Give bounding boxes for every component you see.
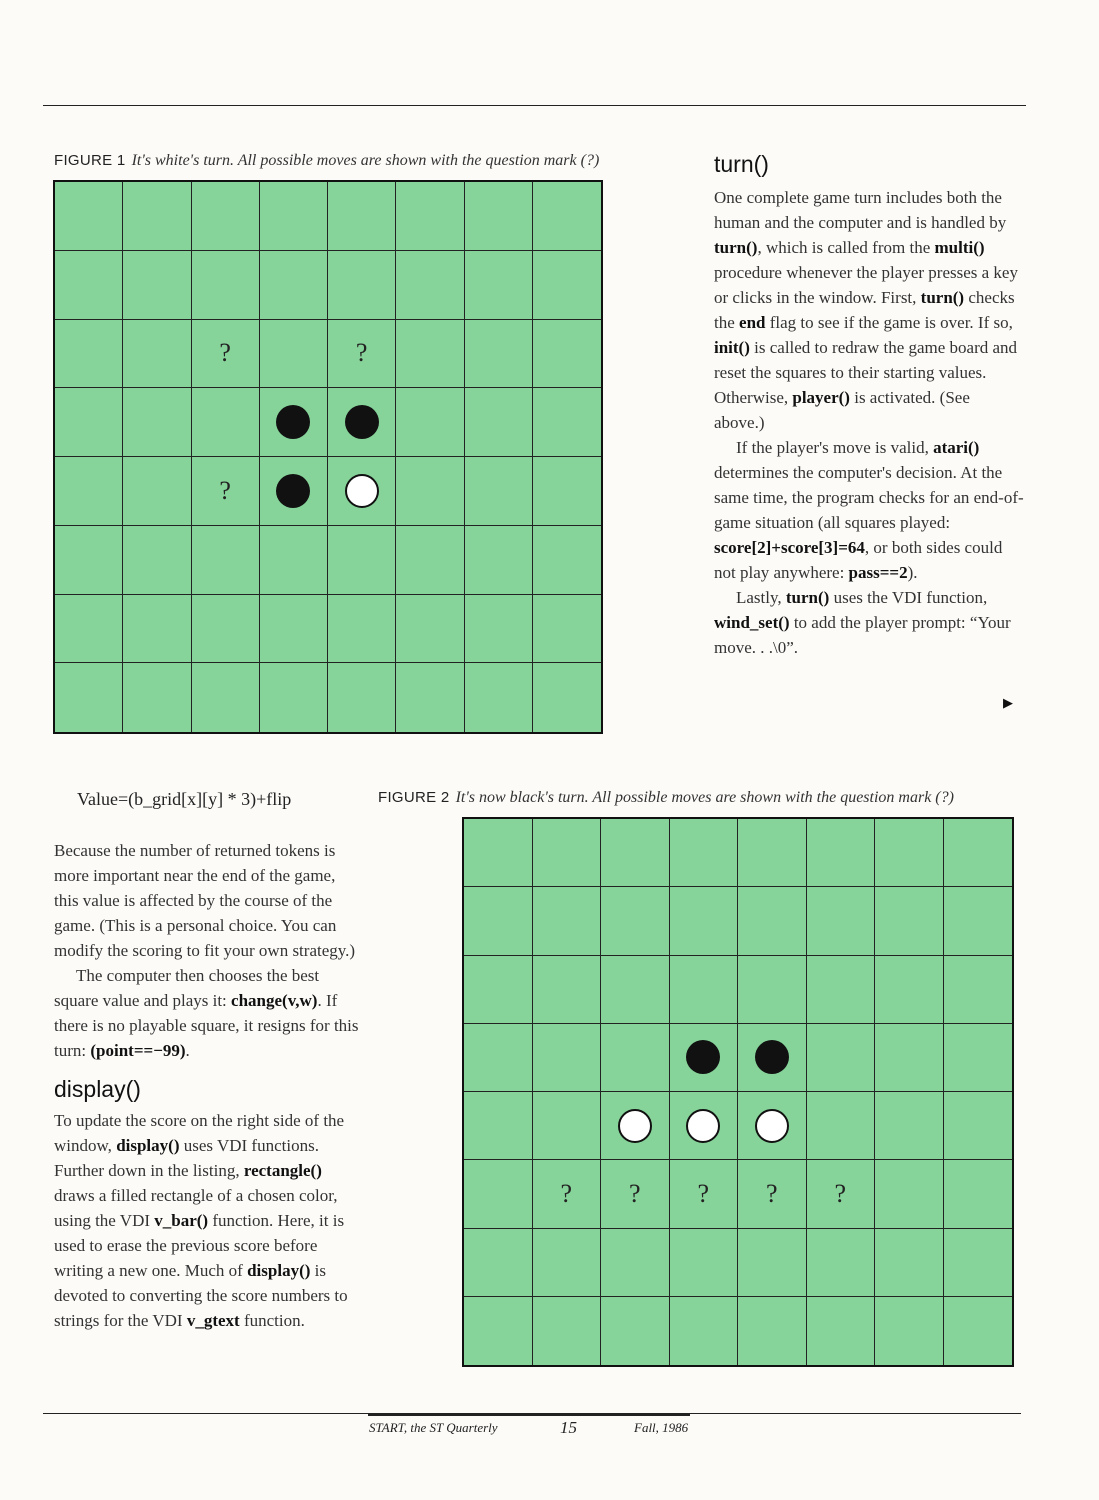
board-square [670, 1160, 739, 1228]
board-square [601, 1024, 670, 1092]
board-square [944, 1229, 1013, 1297]
code-term: player() [792, 388, 850, 407]
board-square [738, 1092, 807, 1160]
board-square [260, 663, 328, 732]
board-square [192, 663, 260, 732]
board-square [396, 663, 464, 732]
white-piece-icon [686, 1109, 720, 1143]
code-term: wind_set() [714, 613, 790, 632]
board-square [944, 1160, 1013, 1228]
black-piece-icon [686, 1040, 720, 1074]
turn-paragraph-2: If the player's move is valid, atari() determines the computer's decision. At the same time, the program checks for an end-of-game situation (all squares played: score[2]+score[3]=64, or both sides could not play anywhere: pass==2). [714, 438, 1024, 582]
board-square [533, 1229, 602, 1297]
board-square [465, 251, 533, 320]
board-square [123, 182, 191, 251]
footer-issue: Fall, 1986 [634, 1420, 689, 1435]
display-heading: display() [54, 1076, 141, 1102]
figure1-board [53, 180, 603, 734]
board-square [464, 1297, 533, 1365]
footer-rule-thick [368, 1413, 690, 1416]
possible-move-marker: ? [355, 338, 368, 368]
board-square [192, 388, 260, 457]
board-square [533, 182, 601, 251]
code-term: v_bar() [154, 1211, 209, 1230]
board-square [123, 251, 191, 320]
board-square [55, 663, 123, 732]
white-piece-icon [755, 1109, 789, 1143]
black-piece-icon [276, 474, 310, 508]
board-square [464, 1229, 533, 1297]
board-square [328, 595, 396, 664]
board-square [328, 388, 396, 457]
board-square [396, 320, 464, 389]
board-square [123, 526, 191, 595]
board-square [738, 1024, 807, 1092]
possible-move-marker: ? [219, 338, 231, 368]
white-piece-icon [618, 1109, 652, 1143]
board-square [670, 819, 739, 887]
possible-move-marker: ? [628, 1178, 641, 1208]
code-term: pass==2 [848, 563, 908, 582]
board-square [533, 887, 602, 955]
board-square [396, 251, 464, 320]
board-square [533, 320, 601, 389]
board-square [875, 1297, 944, 1365]
board-square [944, 887, 1013, 955]
board-square [738, 956, 807, 1024]
board-square [738, 1160, 807, 1228]
board-square [465, 595, 533, 664]
board-square [123, 663, 191, 732]
board-square [533, 526, 601, 595]
board-square [465, 663, 533, 732]
black-piece-icon [276, 405, 310, 439]
board-square [533, 1092, 602, 1160]
board-square [465, 182, 533, 251]
value-formula: Value=(b_grid[x][y] * 3)+flip [77, 789, 292, 809]
code-term: v_gtext [186, 1311, 240, 1330]
board-square [738, 1229, 807, 1297]
board-square [192, 526, 260, 595]
board-square [533, 457, 601, 526]
board-square [396, 526, 464, 595]
turn-paragraph-1: One complete game turn includes both the human and the computer and is handled by turn(), which is called from the multi() procedure whenever the player presses a key or clicks in the window. First, turn() checks the end flag to see if the game is over. If so, init() is called to redraw the game board and reset the squares to their starting values. Otherwise, player() is activated. (See above.) [714, 188, 1018, 432]
board-square [944, 819, 1013, 887]
board-square [875, 956, 944, 1024]
board-square [807, 1160, 876, 1228]
board-square [260, 457, 328, 526]
board-square [601, 819, 670, 887]
possible-move-marker: ? [697, 1178, 710, 1208]
board-square [944, 1297, 1013, 1365]
code-term: change(v,w) [231, 991, 318, 1010]
board-square [328, 251, 396, 320]
board-square [670, 956, 739, 1024]
board-square [55, 182, 123, 251]
board-square [533, 1024, 602, 1092]
board-square [464, 1160, 533, 1228]
board-square [465, 320, 533, 389]
board-square [944, 956, 1013, 1024]
board-square [738, 819, 807, 887]
white-piece-icon [345, 474, 379, 508]
code-term: turn() [920, 288, 965, 307]
code-term: turn() [714, 238, 758, 257]
top-rule [43, 105, 1026, 106]
board-square [465, 457, 533, 526]
board-square [533, 956, 602, 1024]
board-square [260, 595, 328, 664]
possible-move-marker: ? [834, 1178, 847, 1208]
board-square [807, 1297, 876, 1365]
board-square [533, 595, 601, 664]
board-square [260, 320, 328, 389]
board-square [396, 182, 464, 251]
possible-move-marker: ? [219, 475, 231, 505]
code-term: (point==−99) [90, 1041, 186, 1060]
black-piece-icon [345, 405, 379, 439]
board-square [123, 388, 191, 457]
board-square [944, 1092, 1013, 1160]
board-square [875, 1092, 944, 1160]
code-term: init() [714, 338, 750, 357]
board-square [465, 388, 533, 457]
board-square [465, 526, 533, 595]
figure2-board [462, 817, 1014, 1367]
board-square [464, 956, 533, 1024]
board-square [875, 1160, 944, 1228]
board-square [601, 1092, 670, 1160]
code-term: turn() [785, 588, 830, 607]
board-square [260, 182, 328, 251]
figure1-caption [54, 152, 599, 170]
board-square [55, 388, 123, 457]
board-square [875, 819, 944, 887]
footer-magazine: START, the ST Quarterly [369, 1420, 498, 1435]
board-square [328, 457, 396, 526]
continue-arrow-icon: ▶ [1003, 695, 1013, 710]
board-square [670, 1297, 739, 1365]
figure1-caption-text: It's white's turn. All possible moves are shown with the question mark (?) [131, 152, 600, 169]
black-piece-icon [755, 1040, 789, 1074]
board-square [396, 457, 464, 526]
board-square [875, 1229, 944, 1297]
turn-paragraph-3: Lastly, turn() uses the VDI function, wind_set() to add the player prompt: “Your move. . .\0”. [714, 588, 1011, 657]
board-square [55, 526, 123, 595]
board-square [396, 388, 464, 457]
footer-page-number: 15 [560, 1418, 577, 1437]
possible-move-marker: ? [560, 1178, 573, 1208]
board-square [464, 1024, 533, 1092]
left-paragraph-1: Because the number of returned tokens is more important near the end of the game, this value is affected by the course of the game. (This is a personal choice. You can modify the scoring to fit your own strategy.) [54, 841, 356, 960]
board-square [464, 1092, 533, 1160]
board-square [328, 320, 396, 389]
board-square [533, 663, 601, 732]
code-term: atari() [933, 438, 980, 457]
board-square [670, 1024, 739, 1092]
board-square [601, 1297, 670, 1365]
board-square [123, 457, 191, 526]
board-square [670, 1092, 739, 1160]
board-square [670, 1229, 739, 1297]
board-square [192, 595, 260, 664]
figure2-caption-text: It's now black's turn. All possible moves are shown with the question mark (?) [455, 789, 954, 806]
board-square [807, 1092, 876, 1160]
possible-move-marker: ? [765, 1178, 778, 1208]
board-square [670, 887, 739, 955]
left-paragraph-2: The computer then chooses the best square value and plays it: change(v,w). If there is no playable square, it resigns for this turn: (point==−99). [54, 966, 359, 1060]
board-square [260, 388, 328, 457]
figure1-label: FIGURE 1 [54, 152, 126, 169]
board-square [807, 819, 876, 887]
figure2-caption [378, 789, 954, 807]
board-square [807, 1229, 876, 1297]
board-square [533, 388, 601, 457]
board-square [123, 320, 191, 389]
board-square [260, 251, 328, 320]
board-square [601, 1160, 670, 1228]
board-square [396, 595, 464, 664]
board-square [533, 819, 602, 887]
board-square [807, 887, 876, 955]
board-square [533, 251, 601, 320]
board-square [55, 320, 123, 389]
figure2-label: FIGURE 2 [378, 789, 450, 806]
board-square [55, 251, 123, 320]
turn-section [714, 152, 1024, 660]
code-term: rectangle() [243, 1161, 322, 1180]
code-term: display() [247, 1261, 311, 1280]
board-square [875, 887, 944, 955]
board-square [807, 1024, 876, 1092]
board-square [738, 1297, 807, 1365]
board-square [123, 595, 191, 664]
board-square [192, 320, 260, 389]
board-square [55, 595, 123, 664]
board-square [328, 182, 396, 251]
board-square [328, 663, 396, 732]
board-square [738, 887, 807, 955]
board-square [55, 457, 123, 526]
code-term: end [739, 313, 766, 332]
board-square [192, 457, 260, 526]
board-square [875, 1024, 944, 1092]
board-square [601, 1229, 670, 1297]
turn-heading: turn() [714, 151, 769, 177]
board-square [192, 182, 260, 251]
left-paragraph-3: To update the score on the right side of the window, display() uses VDI functions. Further down in the listing, rectangle() draws a filled rectangle of a chosen color, using the VDI v_bar() function. Here, it is used to erase the previous score before writing a new one. Much of display() is devoted to converting the score numbers to strings for the VDI v_gtext function. [54, 1111, 348, 1330]
board-square [533, 1160, 602, 1228]
board-square [464, 887, 533, 955]
board-square [601, 887, 670, 955]
board-square [464, 819, 533, 887]
code-term: multi() [934, 238, 985, 257]
code-term: score[2]+score[3]=64 [714, 538, 865, 557]
board-square [192, 251, 260, 320]
board-square [601, 956, 670, 1024]
left-section [54, 838, 359, 1333]
code-term: display() [116, 1136, 180, 1155]
board-square [944, 1024, 1013, 1092]
board-square [533, 1297, 602, 1365]
board-square [260, 526, 328, 595]
board-square [328, 526, 396, 595]
board-square [807, 956, 876, 1024]
